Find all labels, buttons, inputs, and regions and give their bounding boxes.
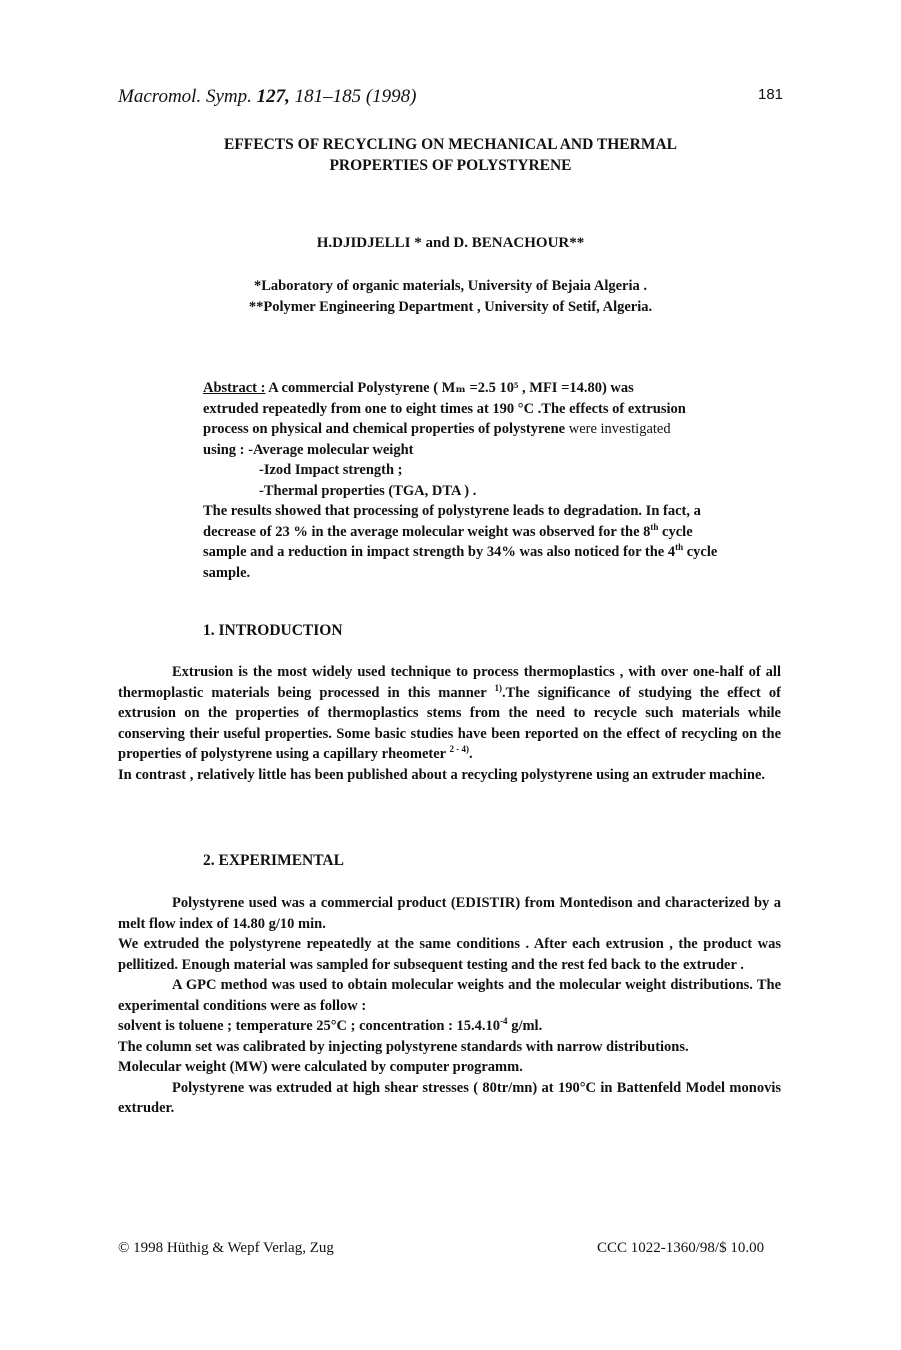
page-number: 181 xyxy=(758,86,784,103)
exp-paragraph-5: The column set was calibrated by injecting polystyrene standards with narrow distributions. xyxy=(118,1038,689,1055)
abstract-results-3: sample and a reduction in impact strength by 34% was also noticed for the 4th cycle xyxy=(203,542,718,560)
abstract xyxy=(203,378,781,583)
experimental-body xyxy=(118,893,781,1119)
paper-title xyxy=(0,134,901,176)
affiliations xyxy=(0,276,901,318)
section-heading-introduction: 1. INTRODUCTION xyxy=(203,622,343,639)
abstract-label: Abstract : xyxy=(203,380,266,396)
exp-paragraph-3: A GPC method was used to obtain molecular weights and the molecular weight distributions. The experimental conditions were as follow : xyxy=(118,977,781,1014)
exp-paragraph-4: solvent is toluene ; temperature 25°C ; concentration : $15.4.10^{-4}$ g/ml. xyxy=(118,1016,543,1034)
section-heading-experimental: 2. EXPERIMENTAL xyxy=(203,852,344,869)
exp-paragraph-6: Molecular weight (MW) were calculated by computer programm. xyxy=(118,1059,523,1075)
journal-pages: 181–185 (1998) xyxy=(289,86,417,107)
introduction-body xyxy=(118,662,781,785)
authors: H.DJIDJELLI * and D. BENACHOUR** xyxy=(316,235,585,251)
intro-paragraph-1: Extrusion is the most widely used technique to process thermoplastics , with over one-half of all thermoplastic materials being processed in this manner $^{1)}$.The significance of studying the effect of extrusion on the properties of thermoplastics stems from the need to recycle such materials while conserving their useful properties. Some basic studies have been reported on the effect of recycling on the properties of polystyrene using a capillary rheometer $^{2 - 4)}$. xyxy=(118,664,782,762)
abstract-line-2: extruded repeatedly from one to eight times at 190 °C .The effects of extrusion xyxy=(203,400,686,417)
exp-paragraph-2: We extruded the polystyrene repeatedly at the same conditions . After each extrusion , the product was pellitized. Enough material was sampled for subsequent testing and the rest fed back to the extruder . xyxy=(118,936,781,973)
intro-paragraph-2: In contrast , relatively little has been published about a recycling polystyrene using an extruder machine. xyxy=(118,766,766,783)
exp-paragraph-1: Polystyrene used was a commercial product (EDISTIR) from Montedison and characterized by a melt flow index of 14.80 g/10 min. xyxy=(118,895,781,932)
abstract-results-1: The results showed that processing of polystyrene leads to degradation. In fact, a xyxy=(203,503,701,519)
affiliation-2: **Polymer Engineering Department , University of Setif, Algeria. xyxy=(248,299,653,315)
footer-copyright: © 1998 Hüthig & Wepf Verlag, Zug xyxy=(118,1240,334,1256)
journal-volume: 127, xyxy=(256,86,290,107)
abstract-line-1: Abstract : A commercial Polystyrene ( Mₘ =2.5 10⁵ , MFI =14.80) was xyxy=(203,380,634,396)
title-line-1: EFFECTS OF RECYCLING ON MECHANICAL AND THERMAL xyxy=(224,136,677,153)
abstract-results-4: sample. xyxy=(203,564,251,581)
exp-paragraph-7: Polystyrene was extruded at high shear stresses ( 80tr/mn) at 190°C in Battenfeld Model monovis extruder. xyxy=(118,1079,781,1116)
abstract-line-3: process on physical and chemical properties of polystyrene were investigated xyxy=(203,421,671,437)
abstract-results-2: decrease of 23 % in the average molecular weight was observed for the 8th cycle xyxy=(203,521,693,540)
abstract-line-4: using : -Average molecular weight xyxy=(203,441,414,458)
abstract-item-thermal: -Thermal properties (TGA, DTA ) . xyxy=(259,482,477,499)
abstract-item-impact: -Izod Impact strength ; xyxy=(259,462,403,478)
affiliation-1: *Laboratory of organic materials, University of Bejaia Algeria . xyxy=(253,278,648,294)
journal-citation xyxy=(118,86,417,108)
journal-prefix: Macromol. Symp. xyxy=(118,86,257,107)
title-line-2: PROPERTIES OF POLYSTYRENE xyxy=(329,157,572,174)
footer-ccc-code: CCC 1022-1360/98/$ 10.00 xyxy=(597,1240,765,1256)
